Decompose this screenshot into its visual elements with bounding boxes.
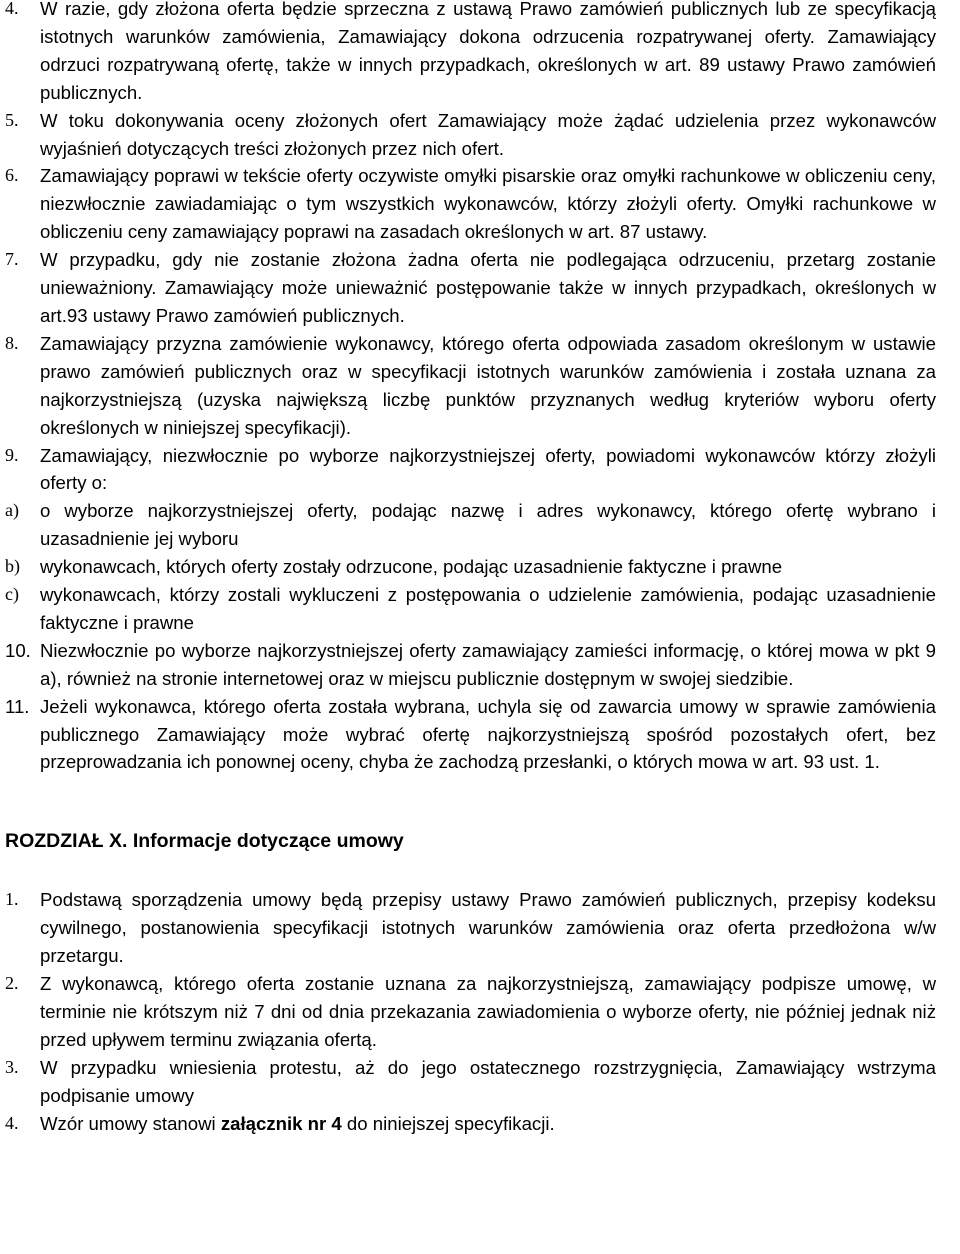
item-number: 11. <box>5 695 30 717</box>
item-number: 4. <box>5 0 19 18</box>
item-text: Jeżeli wykonawca, którego oferta została wybrana, uchyla się od zawarcia umowy w sprawie zamówienia publicznego Zamawiający może wybrać ofertę najkorzystniejszą spośród pozostałych ofert, bez przeprowadzania ich ponownej oceny, chyba że zachodzą przesłanki, o których mowa w art. 93 ust. 1. <box>40 695 936 773</box>
list-item-11 <box>0 693 960 777</box>
list-item-a <box>0 497 960 553</box>
list-item-6 <box>0 162 960 246</box>
list-item-8 <box>0 330 960 442</box>
contract-info-list <box>0 886 960 1137</box>
item-text: W przypadku wniesienia protestu, aż do jego ostatecznego rozstrzygnięcia, Zamawiający wstrzyma podpisanie umowy <box>40 1056 936 1106</box>
item-text-before: Wzór umowy stanowi <box>40 1112 221 1134</box>
list-item-9 <box>0 442 960 498</box>
item-number: 2. <box>5 973 19 993</box>
list-item-7 <box>0 246 960 330</box>
item-text: Z wykonawcą, którego oferta zostanie uznana za najkorzystniejszą, zamawiający podpisze umowę, w terminie nie krótszym niż 7 dni od dnia przekazania zawiadomienia o wyborze oferty, nie później jednak niż przed upływem terminu związania ofertą. <box>40 973 936 1050</box>
list-item-5 <box>0 107 960 163</box>
list-item-10 <box>0 637 960 693</box>
list-item-2 <box>0 970 960 1054</box>
item-text: Zamawiający poprawi w tekście oferty oczywiste omyłki pisarskie oraz omyłki rachunkowe w obliczeniu ceny, niezwłocznie zawiadamiając o tym wszystkich wykonawców, którzy złożyli oferty. Omyłki rachunkowe w obliczeniu ceny zamawiający poprawi na zasadach określonych w art. 87 ustawy. <box>40 165 936 243</box>
item-letter: a) <box>5 500 19 521</box>
item-number: 8. <box>5 332 19 353</box>
item-number: 7. <box>5 249 19 270</box>
item-number: 10. <box>5 639 31 661</box>
item-text: o wyborze najkorzystniejszej oferty, podając nazwę i adres wykonawcy, którego ofertę wybrano i uzasadnienie jej wyboru <box>40 500 936 550</box>
item-number: 9. <box>5 444 19 465</box>
item-text: Podstawą sporządzenia umowy będą przepisy ustawy Prawo zamówień publicznych, przepisy kodeksu cywilnego, postanowienia specyfikacji istotnych warunków zamówienia oraz oferta przedłożona w/w przetargu. <box>40 889 936 967</box>
item-text: W przypadku, gdy nie zostanie złożona żadna oferta nie podlegająca odrzuceniu, przetarg zostanie unieważniony. Zamawiający może unieważnić postępowanie także w innych przypadkach, określonych w art.93 ustawy Prawo zamówień publicznych. <box>40 249 936 326</box>
item-text: wykonawcach, których oferty zostały odrzucone, podając uzasadnienie faktyczne i prawne <box>40 556 783 578</box>
list-item-3 <box>0 1054 960 1110</box>
item-text: W toku dokonywania oceny złożonych ofert Zamawiający może żądać udzielenia przez wykonawców wyjaśnień dotyczących treści złożonych przez nich ofert. <box>40 109 936 159</box>
item-number: 4. <box>5 1112 19 1133</box>
item-number: 3. <box>5 1056 19 1077</box>
attachment-reference: załącznik nr 4 <box>220 1112 342 1134</box>
item-text: Zamawiający przyzna zamówienie wykonawcy, którego oferta odpowiada zasadom określonym w ustawie prawo zamówień publicznych oraz w specyfikacji istotnych warunków zamówienia i została uznana za najkorzystniejszą (uzyska największą liczbę punktów przyznanych według kryteriów wyboru oferty określonych w niniejszej specyfikacji). <box>40 332 936 438</box>
item-text: Niezwłocznie po wyborze najkorzystniejszej oferty zamawiający zamieści informację, o której mowa w pkt 9 a), również na stronie internetowej oraz w miejscu publicznie dostępnym w swojej siedzibie. <box>40 639 936 689</box>
item-number: 6. <box>5 165 19 186</box>
list-item-4b <box>0 1110 960 1138</box>
section-heading: ROZDZIAŁ X. Informacje dotyczące umowy <box>5 830 404 853</box>
item-number: 1. <box>5 889 19 910</box>
item-letter: c) <box>5 584 19 605</box>
item-text: Zamawiający, niezwłocznie po wyborze najkorzystniejszej oferty, powiadomi wykonawców którzy złożyli oferty o: <box>40 444 936 494</box>
item-letter: b) <box>5 556 20 577</box>
list-item-1 <box>0 886 960 970</box>
list-item-c <box>0 581 960 637</box>
item-text-after: do niniejszej specyfikacji. <box>341 1112 555 1134</box>
item-text: W razie, gdy złożona oferta będzie sprzeczna z ustawą Prawo zamówień publicznych lub ze specyfikacją istotnych warunków zamówienia, Zamawiający dokona odrzucenia rozpatrywanej oferty. Zamawiający odrzuci rozpatrywaną ofertę, także w innych przypadkach, określonych w art. 89 ustawy Prawo zamówień publicznych. <box>40 0 936 103</box>
item-text <box>40 1110 936 1138</box>
list-item-b <box>0 553 960 581</box>
item-text: wykonawcach, którzy zostali wykluczeni z postępowania o udzielenie zamówienia, podając uzasadnienie faktyczne i prawne <box>40 584 936 633</box>
list-item-4 <box>0 0 960 107</box>
item-number: 5. <box>5 109 19 130</box>
